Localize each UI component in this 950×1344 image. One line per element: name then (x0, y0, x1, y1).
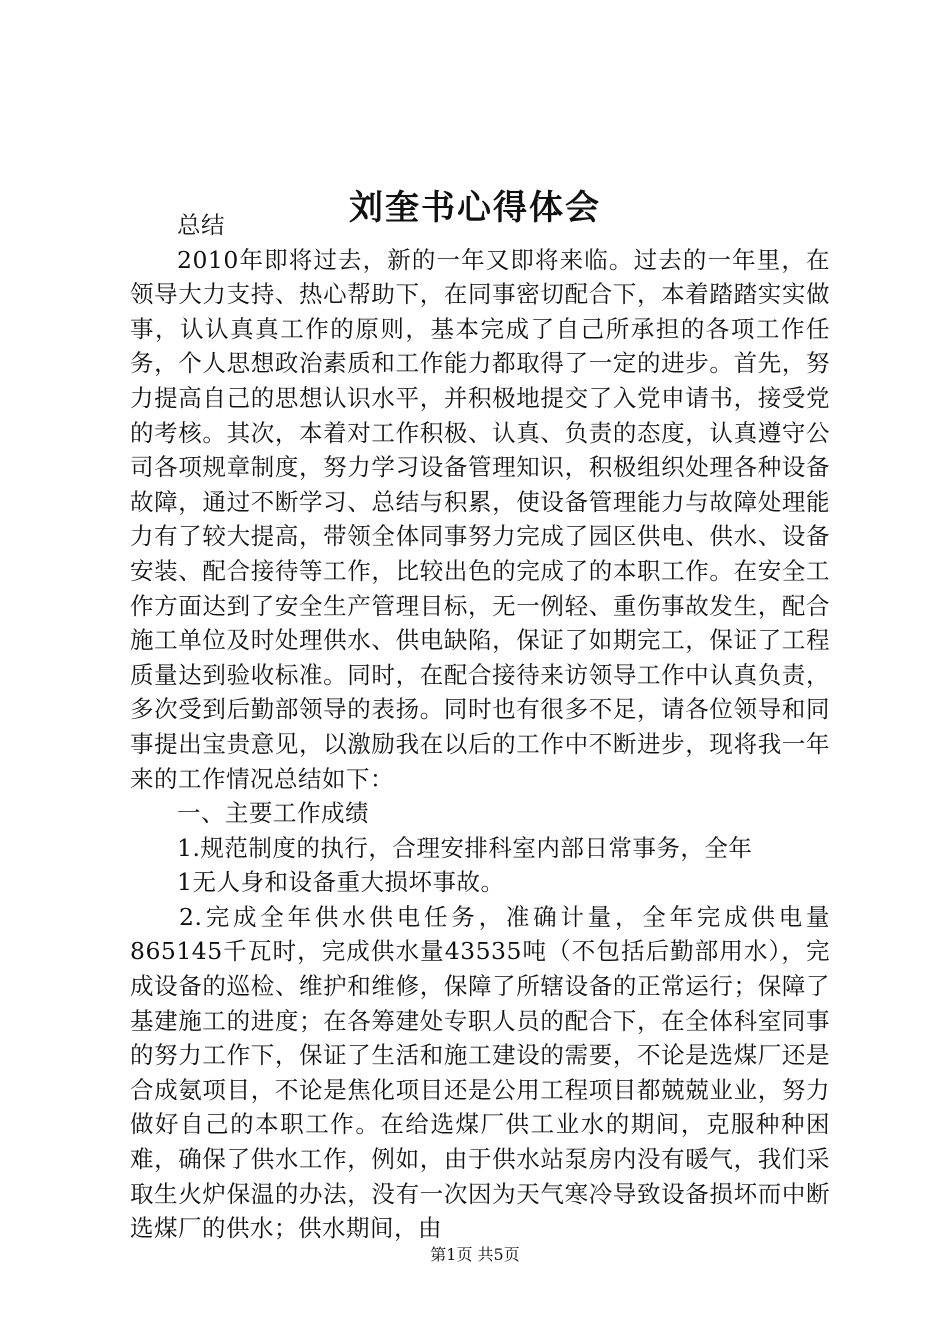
paragraph-intro: 2010年即将过去，新的一年又即将来临。过去的一年里，在领导大力支持、热心帮助下，在同事密切配合下，本着踏踏实实做事，认认真真工作的原则，基本完成了自己所承担的各项工作任务，个人思想政治素质和工作能力都取得了一定的进步。首先，努力提高自己的思想认识水平，并积极地提交了入党申请书，接受党的考核。其次，本着对工作积极、认真、负责的态度，认真遵守公司各项规章制度，努力学习设备管理知识，积极组织处理各种设备故障，通过不断学习、总结与积累，使设备管理能力与故障处理能力有了较大提高，带领全体同事努力完成了园区供电、供水、设备安装、配合接待等工作，比较出色的完成了的本职工作。在安全工作方面达到了安全生产管理目标，无一例轻、重伤事故发生，配合施工单位及时处理供水、供电缺陷，保证了如期完工，保证了工程质量达到验收标准。同时，在配合接待来访领导工作中认真负责，多次受到后勤部领导的表扬。同时也有很多不足，请各位领导和同事提出宝贵意见，以激励我在以后的工作中不断进步，现将我一年来的工作情况总结如下： (130, 245, 830, 793)
document-body (130, 208, 830, 1246)
section-heading-main-achievements: 一、主要工作成绩 (177, 799, 369, 828)
page-footer: 第1页 共5页 (430, 1245, 520, 1264)
paragraph-item-2: 2.完成全年供水供电任务，准确计量，全年完成供电量865145千瓦时，完成供水量43535吨（不包括后勤部用水），完成设备的巡检、维护和维修，保障了所辖设备的正常运行；保障了基建施工的进度；在各筹建处专职人员的配合下，在全体科室同事的努力工作下，保证了生活和施工建设的需要，不论是选煤厂还是合成氨项目，不论是焦化项目还是公用工程项目都兢兢业业，努力做好自己的本职工作。在给选煤厂供工业水的期间，克服种种困难，确保了供水工作，例如，由于供水站泵房内没有暖气，我们采取生火炉保温的办法，没有一次因为天气寒冷导致设备损坏而中断选煤厂的供水；供水期间，由 (130, 902, 830, 1243)
paragraph-item-1: 1.规范制度的执行，合理安排科室内部日常事务，全年 (177, 833, 753, 862)
paragraph-summary-label: 总结 (177, 211, 225, 239)
document-title: 刘奎书心得体会 (349, 188, 601, 228)
paragraph-item-1-continued: 1无人身和设备重大损坏事故。 (177, 868, 505, 897)
